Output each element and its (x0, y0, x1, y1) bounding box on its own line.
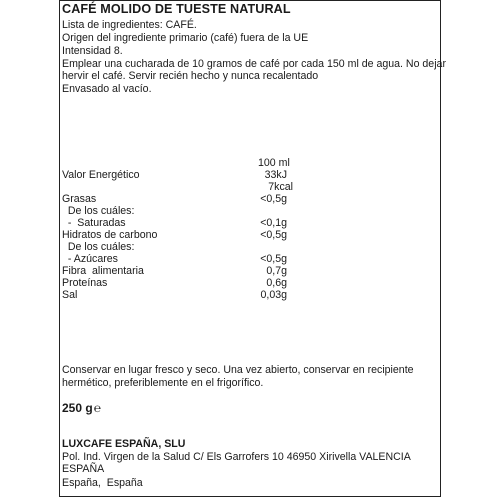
energy-label: Valor Energético (62, 169, 140, 181)
nutrition-row-label: Grasas (62, 193, 97, 205)
nutrition-header: 100 ml (258, 157, 290, 169)
nutrition-row-label: De los cuáles: (62, 241, 135, 253)
nutrition-row-value: 0,03g (260, 289, 287, 301)
nutrition-row-value: <0,1g (260, 217, 287, 229)
energy-kj: 33kJ (264, 169, 287, 181)
storage-text-line1: Conservar en lugar fresco y seco. Una vez abierto, conservar en recipiente (62, 364, 414, 376)
nutrition-row-value: <0,5g (260, 229, 287, 241)
address-line1: Pol. Ind. Virgen de la Salud C/ Els Garrofers 10 46950 Xirivella VALENCIA (62, 451, 411, 463)
energy-kcal: 7kcal (268, 181, 293, 193)
nutrition-row-label: De los cuáles: (62, 205, 135, 217)
nutrition-row-value: 0,7g (266, 265, 287, 277)
company-name: LUXCAFE ESPAÑA, SLU (62, 438, 186, 450)
nutrition-row-label: Fibra alimentaria (62, 265, 144, 277)
estimated-sign-icon: ℮ (93, 401, 101, 415)
nutrition-row-value: <0,5g (260, 253, 287, 265)
address-line2: ESPAÑA (62, 463, 105, 475)
nutrition-row-label: Proteínas (62, 277, 108, 289)
nutrition-row-label: - Saturadas (62, 217, 126, 229)
origin-text: Origen del ingrediente primario (café) fuera de la UE (62, 32, 309, 44)
nutrition-row-value: <0,5g (260, 193, 287, 205)
net-weight-value: 250 g (62, 401, 93, 415)
countries-text: España, España (62, 477, 143, 489)
ingredients-text: Lista de ingredientes: CAFÉ. (62, 19, 197, 31)
usage-text-line1: Emplear una cucharada de 10 gramos de café por cada 150 ml de agua. No dejar (62, 58, 446, 70)
intensity-text: Intensidad 8. (62, 45, 123, 57)
product-title: CAFÉ MOLIDO DE TUESTE NATURAL (62, 2, 291, 16)
nutrition-row-value: 0,6g (266, 277, 287, 289)
storage-text-line2: hermético, preferiblemente en el frigorífico. (62, 377, 264, 389)
nutrition-row-label: Sal (62, 289, 78, 301)
usage-text-line2: hervir el café. Servir recién hecho y nunca recalentado (62, 70, 319, 82)
net-weight (62, 401, 101, 416)
nutrition-row-label: Hidratos de carbono (62, 229, 158, 241)
nutrition-row-label: - Azúcares (62, 253, 118, 265)
packaging-text: Envasado al vacío. (62, 83, 152, 95)
